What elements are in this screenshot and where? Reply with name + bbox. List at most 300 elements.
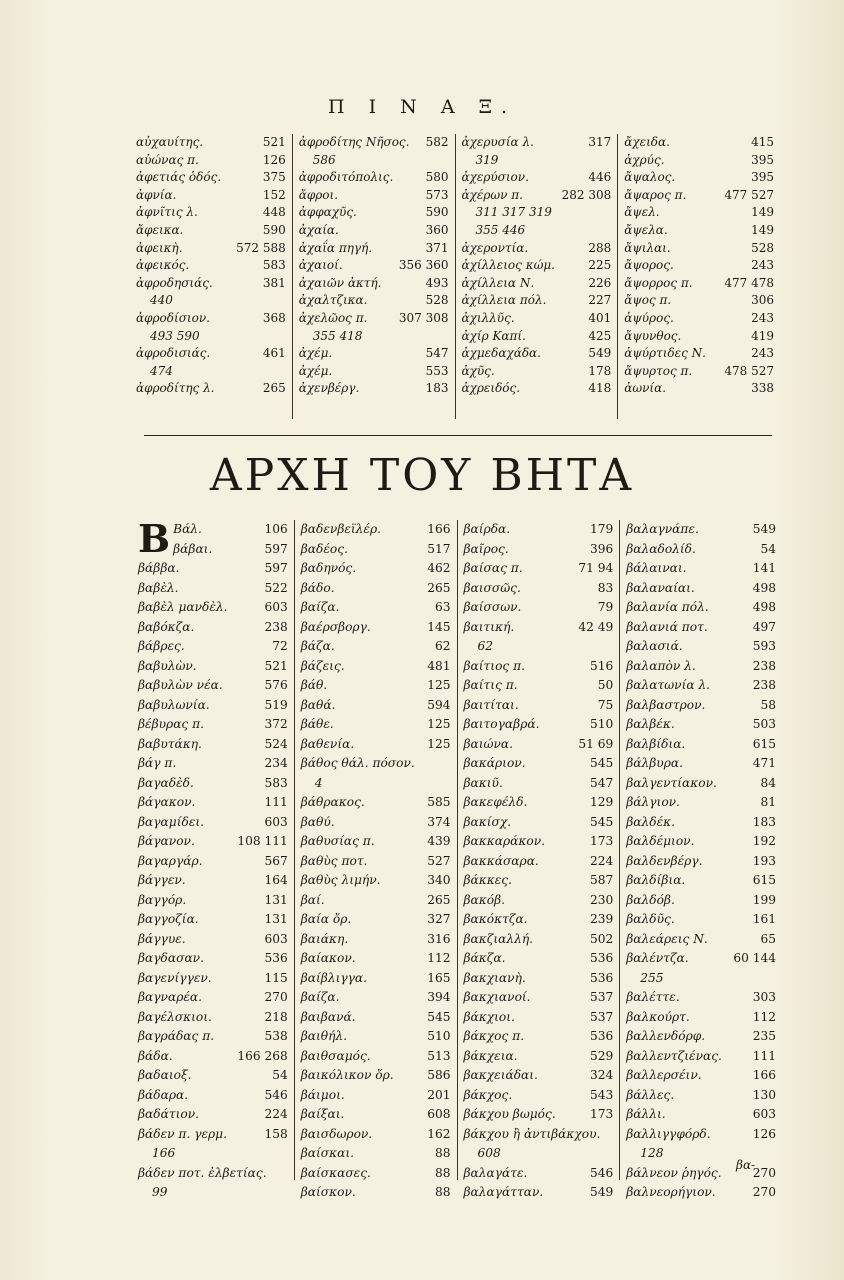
entry-term: βάββα. — [138, 561, 180, 575]
index-entry — [626, 1125, 776, 1145]
drop-cap: Β — [138, 516, 171, 561]
entry-page-number: 317 — [588, 135, 612, 149]
entry-page-number: 461 — [262, 346, 286, 361]
entry-page-number: 603 — [752, 1107, 776, 1121]
entry-page-number: 270 — [752, 1185, 776, 1199]
index-entry — [301, 715, 451, 735]
entry-page-number: 549 — [588, 346, 612, 361]
index-entry — [462, 363, 612, 381]
entry-term: βάδεν ποτ. ἐλβετίας. — [138, 1165, 267, 1180]
entry-page-number: 572 588 — [236, 240, 286, 255]
entry-term: ἀφροδιτόπολις. — [298, 170, 394, 185]
index-entry — [299, 310, 449, 328]
index-entry — [301, 852, 451, 872]
index-entry — [136, 187, 286, 205]
entry-term: βαδαιοξ. — [138, 1068, 192, 1082]
entry-page-number: 603 — [264, 814, 288, 829]
entry-page-number: 306 — [751, 293, 774, 308]
entry-page-number: 141 — [752, 561, 776, 575]
entry-page-number: 510 — [589, 717, 614, 731]
index-entry — [138, 1144, 288, 1164]
index-entry — [626, 540, 776, 560]
index-entry — [464, 1183, 614, 1203]
entry-page-number: 481 — [427, 658, 451, 673]
index-column — [130, 134, 292, 419]
index-entry — [138, 1066, 288, 1086]
entry-page-number: 590 — [262, 222, 286, 237]
entry-term: 355 446 — [475, 222, 526, 237]
entry-term: βαιτική. — [463, 619, 515, 634]
entry-page-number: 112 — [752, 1009, 776, 1024]
index-entry — [301, 637, 451, 657]
entry-page-number: 545 — [427, 1009, 451, 1024]
entry-term: ἀχίλλεια Ν. — [461, 275, 535, 290]
entry-term: βακχιανὴ. — [463, 970, 526, 985]
entry-page-number: 415 — [751, 135, 774, 149]
index-entry — [624, 275, 774, 293]
entry-page-number: 439 — [427, 834, 451, 848]
entry-page-number: 88 — [434, 1165, 451, 1180]
entry-page-number: 88 — [434, 1146, 451, 1160]
entry-term: βαίζα. — [300, 600, 340, 614]
entry-term: βαγενίγγεν. — [138, 970, 212, 985]
index-entry — [301, 891, 451, 911]
entry-term: βαβυλωνία. — [138, 697, 210, 712]
entry-term: ἄχειδα. — [624, 135, 670, 149]
entry-page-number: 327 — [427, 912, 451, 926]
entry-term: 440 — [150, 293, 173, 308]
entry-page-number: 131 — [264, 912, 288, 926]
entry-term: βάκχος. — [463, 1087, 513, 1102]
index-entry — [299, 240, 449, 258]
entry-term: βάιμοι. — [300, 1087, 345, 1102]
entry-term: βαίσκασες. — [300, 1165, 371, 1180]
entry-term: βαθὺς ποτ. — [300, 853, 368, 868]
entry-page-number: 161 — [752, 912, 776, 926]
entry-page-number: 510 — [427, 1029, 451, 1043]
index-entry — [462, 310, 612, 328]
entry-page-number: 58 — [760, 697, 776, 712]
index-entry — [626, 598, 776, 618]
entry-term: βαιτίται. — [463, 697, 519, 712]
index-entry — [136, 222, 286, 240]
index-entry — [624, 240, 774, 258]
index-column — [132, 516, 294, 1199]
index-entry — [626, 1183, 776, 1203]
index-entry — [626, 910, 776, 930]
entry-page-number: 547 — [425, 346, 449, 361]
entry-term: βαλέντζα. — [626, 951, 689, 965]
entry-term: ἀφροδίσιον. — [136, 310, 210, 325]
index-entry — [301, 735, 451, 755]
index-entry — [138, 793, 288, 813]
entry-term: ἀφνία. — [136, 187, 177, 202]
entry-term: βάλβυρα. — [626, 756, 683, 770]
index-entry — [138, 1047, 288, 1067]
entry-page-number: 50 — [597, 678, 614, 692]
entry-page-number: 164 — [264, 873, 288, 887]
entry-page-number: 227 — [588, 293, 612, 308]
entry-term: βάβρες. — [138, 639, 185, 653]
entry-page-number: 549 — [589, 1185, 614, 1199]
entry-page-number: 60 144 — [733, 951, 776, 965]
entry-page-number: 576 — [264, 678, 288, 692]
entry-term: βαλεάρεις Ν. — [626, 931, 708, 946]
entry-term: 608 — [477, 1146, 501, 1160]
entry-page-number: 71 94 — [578, 561, 614, 575]
entry-term: βαγαργάρ. — [138, 853, 203, 868]
entry-term: βαλδίβια. — [626, 873, 686, 887]
index-entry — [626, 988, 776, 1008]
entry-term: βαλαγάτταν. — [463, 1185, 544, 1199]
index-entry — [138, 969, 288, 989]
index-entry — [464, 969, 614, 989]
entry-page-number: 529 — [589, 1048, 614, 1063]
entry-page-number: 165 — [427, 970, 451, 985]
entry-term: βαλδέμιον. — [626, 834, 695, 848]
index-entry — [301, 1105, 451, 1125]
entry-page-number: 316 — [427, 931, 451, 946]
index-entry — [624, 204, 774, 222]
index-entry — [624, 328, 774, 346]
entry-page-number: 521 — [264, 658, 288, 673]
entry-term: 62 — [477, 639, 494, 653]
entry-term: βαλατωνία λ. — [626, 678, 711, 692]
index-column — [292, 134, 455, 419]
entry-page-number: 615 — [752, 736, 776, 751]
index-entry — [138, 1105, 288, 1125]
index-entry — [173, 540, 288, 560]
index-entry — [462, 134, 612, 152]
entry-term: 255 — [640, 970, 664, 985]
entry-page-number: 396 — [589, 541, 614, 556]
entry-term: ἄψυνθος. — [624, 328, 682, 343]
entry-term: βάλαιναι. — [626, 561, 687, 575]
entry-term: βαία ὄρ. — [300, 912, 352, 926]
entry-page-number: 590 — [425, 205, 449, 220]
entry-term: ἀφροδησιάς. — [136, 275, 213, 290]
entry-page-number: 583 — [264, 775, 288, 790]
index-entry — [626, 930, 776, 950]
index-entry — [299, 275, 449, 293]
index-entry — [626, 520, 776, 540]
index-entry — [136, 310, 286, 328]
entry-page-number: 608 — [427, 1107, 451, 1121]
entry-term: βαλλενδόρφ. — [626, 1029, 706, 1043]
entry-page-number: 597 — [264, 561, 288, 575]
entry-page-number: 448 — [262, 205, 286, 220]
entry-page-number: 477 527 — [724, 187, 774, 202]
entry-page-number: 536 — [589, 1029, 614, 1043]
entry-page-number: 152 — [262, 187, 286, 202]
entry-term: βαθύ. — [300, 814, 335, 829]
entry-page-number: 340 — [427, 873, 451, 887]
entry-page-number: 162 — [427, 1126, 451, 1141]
entry-term: βαδέος. — [300, 541, 348, 556]
index-entry — [464, 579, 614, 599]
entry-page-number: 112 — [427, 951, 451, 965]
entry-term: βαίακον. — [300, 951, 356, 965]
entry-page-number: 536 — [589, 970, 614, 985]
entry-term: βαγγόρ. — [138, 892, 187, 907]
index-entry — [464, 520, 614, 540]
entry-page-number: 586 — [427, 1068, 451, 1082]
entry-page-number: 528 — [425, 293, 449, 308]
entry-page-number: 537 — [589, 990, 614, 1004]
index-entry — [626, 793, 776, 813]
entry-page-number: 111 — [264, 795, 288, 809]
entry-page-number: 238 — [752, 658, 776, 673]
index-entry — [299, 292, 449, 310]
entry-term: ἀφνῖτις λ. — [136, 205, 198, 220]
index-entry — [626, 618, 776, 638]
entry-page-number: 230 — [589, 892, 614, 907]
entry-term: βαιβανά. — [300, 1009, 356, 1024]
index-entry — [136, 363, 286, 381]
entry-page-number: 593 — [752, 639, 776, 653]
entry-page-number: 478 527 — [724, 363, 774, 378]
index-entry — [299, 222, 449, 240]
entry-term: βάζα. — [300, 639, 335, 653]
index-entry — [301, 793, 451, 813]
entry-term: βακόβ. — [463, 892, 506, 907]
index-entry — [464, 1047, 614, 1067]
entry-term: 128 — [640, 1146, 664, 1160]
entry-term: ἄψιλαι. — [624, 240, 671, 255]
index-entry — [138, 852, 288, 872]
entry-term: βαλαναίαι. — [626, 580, 695, 595]
index-entry — [464, 949, 614, 969]
entry-term: βαβὲλ. — [138, 580, 179, 595]
entry-page-number: 54 — [760, 541, 776, 556]
index-entry — [138, 696, 288, 716]
index-column — [619, 520, 782, 1199]
entry-page-number: 238 — [264, 619, 288, 634]
entry-page-number: 401 — [588, 310, 612, 325]
entry-page-number: 243 — [751, 346, 774, 361]
entry-page-number: 192 — [752, 834, 776, 848]
entry-page-number: 51 69 — [578, 736, 614, 751]
entry-term: βάκχου ἢ ἀντιβάκχου. — [463, 1126, 601, 1141]
entry-term: βαίζα. — [300, 990, 340, 1004]
entry-term: βάκκες. — [463, 873, 513, 887]
entry-page-number: 549 — [752, 522, 776, 536]
entry-term: βακκάσαρα. — [463, 853, 539, 868]
entry-page-number: 536 — [589, 951, 614, 965]
entry-term: ἀχεροντία. — [461, 240, 529, 255]
entry-term: ἄψαρος π. — [624, 187, 687, 202]
entry-term: ἀχενβέργ. — [298, 381, 360, 396]
entry-page-number: 573 — [425, 187, 449, 202]
index-entry — [299, 204, 449, 222]
index-entry — [301, 520, 451, 540]
index-entry — [464, 1066, 614, 1086]
entry-page-number: 106 — [264, 522, 288, 536]
index-entry — [626, 852, 776, 872]
entry-term: ἀφροδίτης λ. — [136, 381, 215, 396]
entry-page-number: 418 — [588, 381, 612, 396]
entry-term: βάλλι. — [626, 1107, 666, 1121]
index-entry — [299, 345, 449, 363]
entry-term: βαίσκαι. — [300, 1146, 354, 1160]
index-entry — [464, 852, 614, 872]
index-column — [294, 520, 457, 1199]
entry-page-number: 179 — [589, 522, 614, 536]
entry-page-number: 545 — [589, 756, 614, 770]
top-index — [130, 134, 780, 419]
entry-term: ἀφετιάς ὁδός. — [136, 170, 222, 185]
entry-term: ἀχμεδαχάδα. — [461, 346, 541, 361]
entry-page-number: 567 — [264, 853, 288, 868]
entry-term: βάγγυε. — [138, 931, 186, 946]
entry-page-number: 173 — [589, 1107, 614, 1121]
entry-page-number: 615 — [752, 873, 776, 887]
index-entry — [464, 871, 614, 891]
entry-page-number: 125 — [427, 717, 451, 731]
index-entry — [138, 988, 288, 1008]
entry-page-number: 360 — [425, 222, 449, 237]
entry-term: βάκχιοι. — [463, 1009, 515, 1024]
entry-page-number: 543 — [589, 1087, 614, 1102]
entry-term: βαβυλὼν νέα. — [138, 678, 223, 692]
entry-term: βαίσας π. — [463, 561, 523, 575]
entry-term: βαθυσίας π. — [300, 834, 375, 848]
entry-page-number: 338 — [751, 381, 774, 396]
index-entry — [626, 949, 776, 969]
entry-term: βάγγεν. — [138, 873, 186, 887]
entry-term: βαίξαι. — [300, 1107, 345, 1121]
index-entry — [462, 380, 612, 398]
entry-term: ἀχαΐα πηγή. — [298, 240, 373, 255]
entry-page-number: 603 — [264, 600, 288, 614]
entry-page-number: 265 — [427, 892, 451, 907]
entry-page-number: 394 — [427, 990, 451, 1004]
entry-term: βαδηνός. — [300, 561, 357, 575]
entry-term: βαλδῦς. — [626, 912, 675, 926]
index-entry — [299, 380, 449, 398]
entry-term: βάθος θάλ. πόσον. — [300, 756, 415, 770]
entry-term: βαῖρος. — [463, 541, 509, 556]
entry-page-number: 224 — [589, 853, 614, 868]
index-entry — [464, 559, 614, 579]
index-entry — [464, 1086, 614, 1106]
entry-term: ἀχέρων π. — [461, 187, 523, 202]
entry-page-number: 521 — [262, 135, 286, 149]
entry-page-number: 585 — [427, 795, 451, 809]
entry-page-number: 265 — [427, 580, 451, 595]
entry-term: βαλλερσέιν. — [626, 1068, 702, 1082]
entry-page-number: 115 — [264, 970, 288, 985]
entry-term: ἀχαιοί. — [298, 258, 343, 273]
entry-page-number: 201 — [427, 1087, 451, 1102]
index-column — [455, 134, 618, 419]
index-entry — [301, 579, 451, 599]
entry-term: βαλδέκ. — [626, 814, 675, 829]
entry-page-number: 62 — [434, 639, 451, 653]
entry-page-number: 477 478 — [724, 275, 774, 290]
entry-term: βακχιανοί. — [463, 990, 531, 1004]
index-entry — [301, 988, 451, 1008]
index-entry — [138, 891, 288, 911]
entry-term: ἀχρύς. — [624, 152, 665, 167]
index-entry — [301, 969, 451, 989]
entry-page-number: 498 — [752, 600, 776, 614]
entry-term: βαλαδολίδ. — [626, 541, 696, 556]
catchword: βα- — [736, 1158, 756, 1172]
entry-page-number: 282 308 — [561, 187, 612, 202]
entry-page-number: 356 360 — [398, 258, 449, 273]
entry-term: βαλδενβέργ. — [626, 853, 703, 868]
entry-term: βάβαι. — [173, 541, 213, 556]
entry-term: 586 — [312, 152, 336, 167]
entry-term: βαγδασαν. — [138, 951, 204, 965]
index-entry — [136, 169, 286, 187]
entry-page-number: 224 — [264, 1107, 288, 1121]
index-entry — [626, 1008, 776, 1028]
entry-term: βαλαγνάπε. — [626, 522, 699, 536]
entry-page-number: 288 — [588, 240, 612, 255]
entry-term: βέβυρας π. — [138, 717, 205, 731]
index-entry — [624, 187, 774, 205]
index-entry — [301, 871, 451, 891]
entry-term: βαβὲλ μανδὲλ. — [138, 600, 228, 614]
entry-page-number: 493 — [425, 275, 449, 290]
index-entry — [464, 793, 614, 813]
index-entry — [464, 1125, 614, 1145]
entry-term: βακόκτζα. — [463, 912, 528, 926]
index-entry — [136, 152, 286, 170]
entry-term: 355 418 — [312, 328, 363, 343]
entry-term: βάζεις. — [300, 658, 345, 673]
entry-page-number: 425 — [588, 328, 612, 343]
entry-page-number: 582 — [425, 135, 449, 149]
index-entry — [301, 1008, 451, 1028]
index-entry — [301, 618, 451, 638]
entry-term: βαίτιος π. — [463, 658, 525, 673]
entry-term: ἀχέμ. — [298, 363, 333, 378]
entry-page-number: 527 — [427, 853, 451, 868]
entry-term: βαγράδας π. — [138, 1029, 215, 1043]
entry-page-number: 546 — [589, 1165, 614, 1180]
entry-page-number: 547 — [589, 775, 614, 790]
index-entry — [138, 910, 288, 930]
index-entry — [138, 754, 288, 774]
index-entry — [138, 930, 288, 950]
entry-page-number: 145 — [427, 619, 451, 634]
entry-term: ἀχρειδός. — [461, 381, 521, 396]
entry-page-number: 239 — [589, 912, 614, 926]
entry-term: 4 — [314, 775, 323, 790]
entry-page-number: 374 — [427, 814, 451, 829]
index-entry — [138, 1183, 288, 1203]
index-entry — [299, 169, 449, 187]
index-entry — [464, 735, 614, 755]
entry-page-number: 538 — [264, 1029, 288, 1043]
index-entry — [301, 1144, 451, 1164]
entry-page-number: 199 — [752, 892, 776, 907]
entry-term: ἀφροδισιάς. — [136, 346, 211, 361]
entry-term: βαλασιά. — [626, 639, 683, 653]
entry-page-number: 368 — [262, 310, 286, 325]
entry-page-number: 594 — [427, 697, 451, 712]
index-entry — [462, 222, 612, 240]
entry-page-number: 546 — [264, 1087, 288, 1102]
entry-page-number: 183 — [752, 814, 776, 829]
bottom-index — [132, 516, 782, 1199]
entry-term: βαλδόβ. — [626, 892, 675, 907]
entry-page-number: 238 — [752, 678, 776, 692]
entry-term: βαλβαστρον. — [626, 697, 706, 712]
